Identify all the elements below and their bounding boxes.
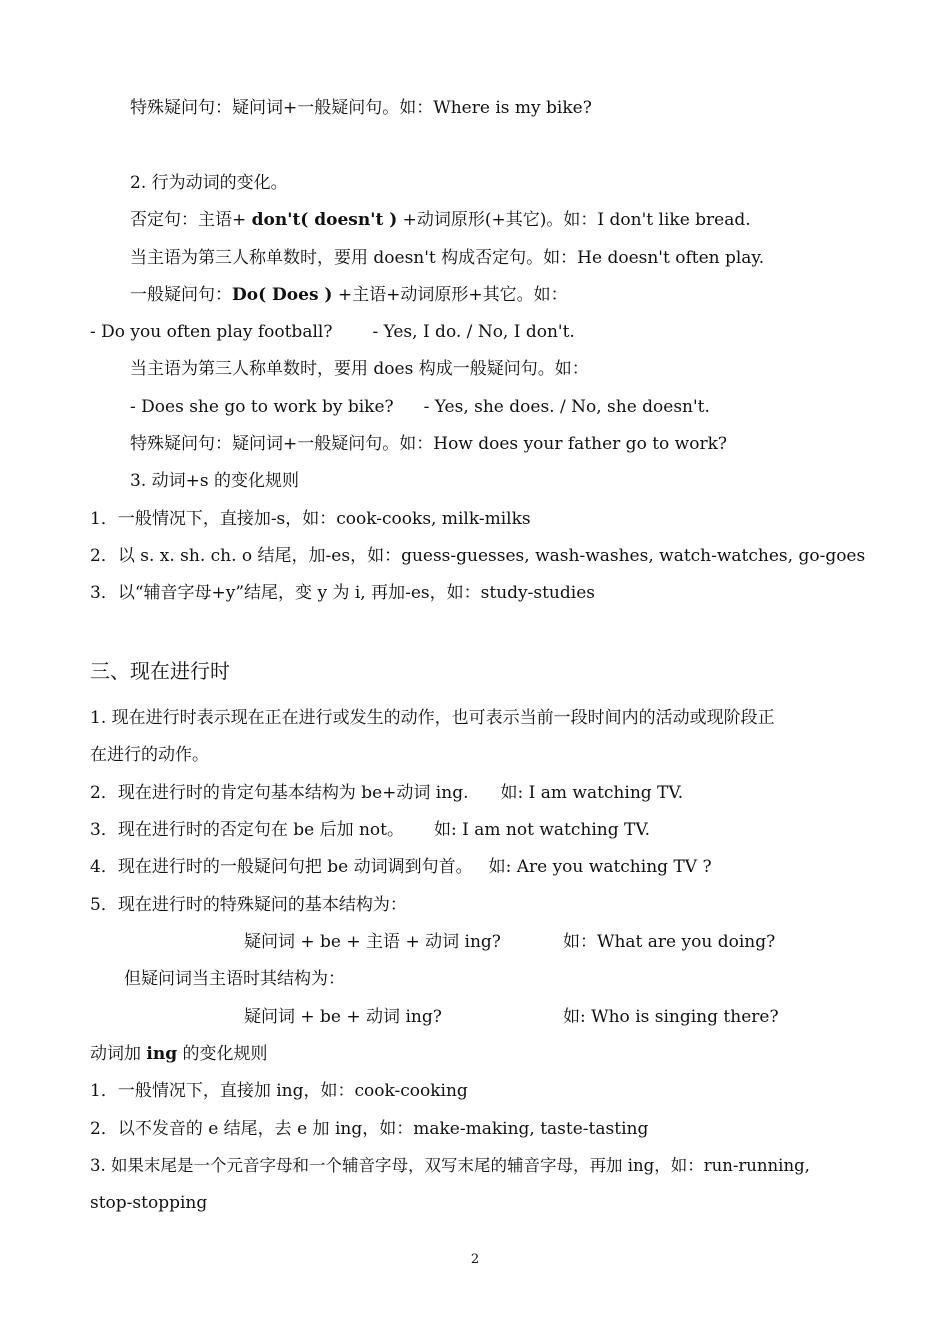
special-question-rule-be: 特殊疑问句：疑问词+一般疑问句。如：Where is my bike? (130, 98, 592, 118)
ing-rule-1: 1．一般情况下，直接加 ing，如：cook-cooking (90, 1081, 468, 1101)
example-question-1: - Do you often play football? (90, 322, 333, 342)
pc-point-2-example: 如: I am watching TV. (500, 783, 684, 803)
ing-rules-title-bold: ing (146, 1044, 178, 1064)
third-person-negative-rule: 当主语为第三人称单数时，要用 doesn't 构成否定句。如：He doesn't often play. (130, 248, 765, 268)
pc-point-4 (90, 856, 712, 878)
subheading-action-verbs: 2. 行为动词的变化。 (130, 173, 288, 193)
example-question-2: - Does she go to work by bike? (130, 397, 394, 417)
ing-rules-title-prefix: 动词加 (90, 1044, 147, 1064)
example-answer-2: - Yes, she does. / No, she doesn't. (423, 397, 710, 417)
formula-2-example: 如: Who is singing there? (563, 1007, 779, 1027)
pc-point-5: 5．现在进行时的特殊疑问的基本结构为： (90, 895, 407, 915)
page-number: 2 (470, 1252, 480, 1267)
example-answer-1: - Yes, I do. / No, I don't. (372, 322, 575, 342)
s-rule-1: 1．一般情况下，直接加-s，如：cook-cooks, milk-milks (90, 509, 531, 529)
negative-rule-prefix: 否定句：主语+ (130, 210, 252, 230)
negative-rule-suffix: +动词原形(+其它)。如：I don't like bread. (397, 210, 751, 230)
pc-point-3-example: 如: I am not watching TV. (434, 820, 651, 840)
ing-rules-title-suffix: 的变化规则 (177, 1044, 268, 1064)
ing-rule-2: 2．以不发音的 e 结尾，去 e 加 ing，如：make-making, taste-tasting (90, 1119, 649, 1139)
s-rule-2: 2．以 s. x. sh. ch. o 结尾，加-es，如：guess-guesses, wash-washes, watch-watches, go-goes (90, 546, 866, 566)
pc-point-3-text: 3．现在进行时的否定句在 be 后加 not。 (90, 820, 404, 840)
negative-rule (130, 209, 751, 231)
pc-point-1-line-2: 在进行的动作。 (90, 745, 209, 765)
pc-point-2 (90, 782, 683, 804)
general-question-prefix: 一般疑问句： (130, 285, 232, 305)
ing-rule-3-line-2: stop-stopping (90, 1193, 208, 1213)
general-question-suffix: +主语+动词原形+其它。如： (332, 285, 568, 305)
special-question-rule-do: 特殊疑问句：疑问词+一般疑问句。如：How does your father go to work? (130, 434, 727, 454)
third-person-question-rule: 当主语为第三人称单数时，要用 does 构成一般疑问句。如： (130, 359, 589, 379)
ing-rules-title (90, 1043, 268, 1065)
negative-rule-bold: don't( doesn't ) (251, 210, 398, 230)
general-question-bold: Do( Does ) (232, 285, 333, 305)
pc-point-1-line-1: 1. 现在进行时表示现在正在进行或发生的动作，也可表示当前一段时间内的活动或现阶段正 (90, 708, 775, 728)
example-dialogue-1 (90, 321, 575, 343)
subheading-verb-s-rules: 3. 动词+s 的变化规则 (130, 471, 299, 491)
pc-point-3 (90, 819, 650, 841)
ing-rule-3-line-1: 3. 如果末尾是一个元音字母和一个辅音字母，双写末尾的辅音字母，再加 ing，如：run-running, (90, 1156, 810, 1175)
example-dialogue-2 (130, 396, 710, 418)
pc-point-2-text: 2．现在进行时的肯定句基本结构为 be+动词 ing. (90, 783, 469, 803)
subject-question-note: 但疑问词当主语时其结构为： (124, 969, 345, 989)
formula-1-example: 如：What are you doing? (563, 932, 776, 952)
pc-point-4-example: 如: Are you watching TV ? (488, 857, 712, 877)
s-rule-3: 3．以“辅音字母+y”结尾，变 y 为 i, 再加-es，如：study-studies (90, 583, 595, 603)
section-heading-present-continuous: 三、现在进行时 (90, 659, 230, 683)
pc-point-4-text: 4．现在进行时的一般疑问句把 be 动词调到句首。 (90, 857, 473, 877)
general-question-rule (130, 284, 568, 306)
formula-2: 疑问词 + be + 动词 ing? (244, 1007, 442, 1027)
formula-1: 疑问词 + be + 主语 + 动词 ing? (244, 932, 501, 952)
